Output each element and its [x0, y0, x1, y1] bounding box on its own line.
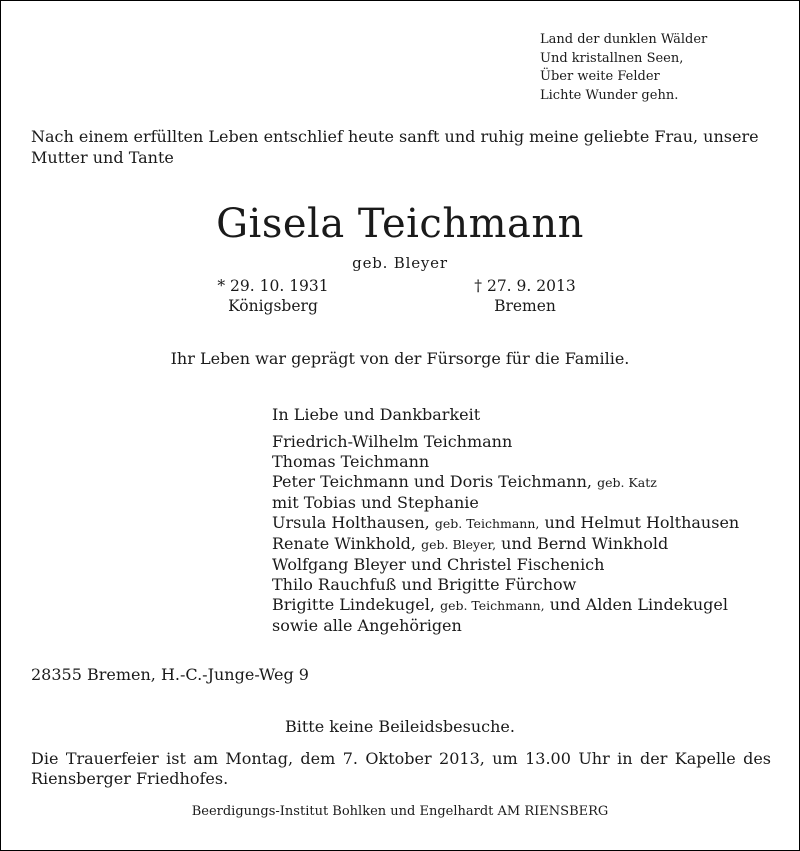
- member-partner: und Bernd Winkhold: [501, 534, 669, 553]
- member-name: Brigitte Lindekugel,: [272, 595, 435, 614]
- family-members: [272, 432, 739, 636]
- deceased-name: Gisela Teichmann: [216, 201, 584, 247]
- family-member: [272, 555, 739, 575]
- family-member: [272, 616, 739, 636]
- poem-line: Und kristallnen Seen,: [540, 50, 684, 66]
- death-info: [460, 276, 590, 316]
- poem: [540, 31, 707, 105]
- member-partner: und Alden Lindekugel: [549, 595, 728, 614]
- family-member: [272, 452, 739, 472]
- poem-line: Über weite Felder: [540, 69, 660, 84]
- family-member: [272, 472, 739, 493]
- poem-line: Lichte Wunder gehn.: [540, 87, 679, 103]
- birth-date: * 29. 10. 1931: [217, 277, 329, 295]
- birth-place: Königsberg: [228, 297, 318, 315]
- member-name: Renate Winkhold,: [272, 534, 417, 553]
- family-member: [272, 595, 739, 616]
- member-name: mit Tobias und Stephanie: [272, 493, 479, 512]
- death-date: † 27. 9. 2013: [474, 277, 576, 295]
- member-name: Thilo Rauchfuß und Brigitte Fürchow: [272, 575, 577, 594]
- tagline: Ihr Leben war geprägt von der Fürsorge für die Familie.: [170, 349, 630, 368]
- member-partner: und Helmut Holthausen: [544, 513, 740, 532]
- member-name: Peter Teichmann und Doris Teichmann,: [272, 472, 592, 491]
- family-member: [272, 513, 739, 534]
- member-name: Friedrich-Wilhelm Teichmann: [272, 432, 513, 451]
- member-birth-name: geb. Teichmann,: [440, 598, 545, 613]
- service-line-2: Riensberger Friedhofes.: [31, 769, 229, 788]
- member-name: sowie alle Angehörigen: [272, 616, 462, 635]
- member-birth-name: geb. Katz: [597, 475, 657, 490]
- birth-info: [208, 276, 338, 316]
- member-name: Ursula Holthausen,: [272, 513, 430, 532]
- maiden-name: geb. Bleyer: [352, 254, 448, 272]
- member-name: Thomas Teichmann: [272, 452, 430, 471]
- undertaker: Beerdigungs-Institut Bohlken und Engelhardt AM RIENSBERG: [191, 804, 609, 819]
- family-member: [272, 534, 739, 555]
- intro-text: Nach einem erfüllten Leben entschlief heute sanft und ruhig meine geliebte Frau, unsere Mutter und Tante: [31, 127, 759, 167]
- family-lead: In Liebe und Dankbarkeit: [272, 405, 481, 424]
- service-line-1: Die Trauerfeier ist am Montag, dem 7. Oktober 2013, um 13.00 Uhr in der Kapelle des: [31, 749, 771, 768]
- poem-line: Land der dunklen Wälder: [540, 32, 708, 47]
- family-member: [272, 493, 739, 513]
- family-list: [272, 405, 739, 636]
- death-place: Bremen: [494, 297, 556, 315]
- address: 28355 Bremen, H.-C.-Junge-Weg 9: [31, 665, 309, 684]
- service-info: [31, 749, 771, 789]
- member-birth-name: geb. Teichmann,: [434, 516, 540, 531]
- family-member: [272, 432, 739, 452]
- visit-request: Bitte keine Beileidsbesuche.: [285, 717, 515, 736]
- member-name: Wolfgang Bleyer und Christel Fischenich: [272, 555, 605, 574]
- member-birth-name: geb. Bleyer,: [421, 537, 497, 552]
- family-member: [272, 575, 739, 595]
